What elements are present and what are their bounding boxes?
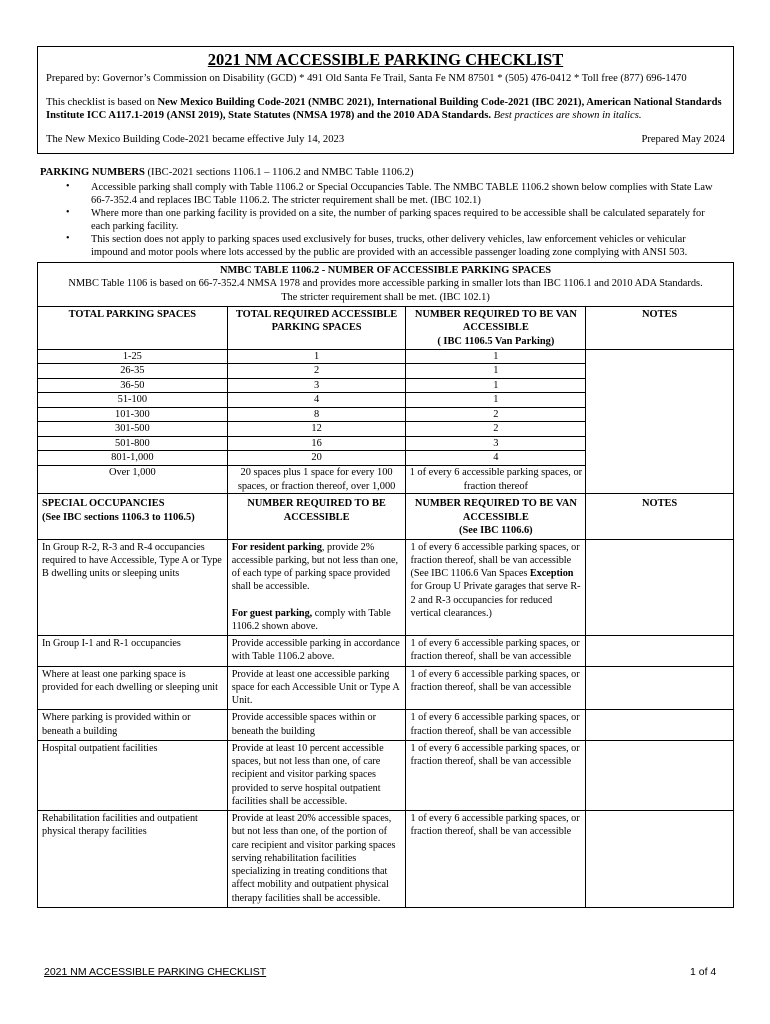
cell-van: 4 <box>406 451 586 466</box>
header-van-sub: ( IBC 1106.5 Van Parking) <box>437 335 555 347</box>
cell-van: 1 of every 6 accessible parking spaces, or fraction thereof, shall be van accessible <box>406 811 586 908</box>
parking-numbers-heading-rest: (IBC-2021 sections 1106.1 – 1106.2 and NMBC Table 1106.2) <box>144 167 414 178</box>
header-occupancy-label: SPECIAL OCCUPANCIES <box>42 498 165 509</box>
header-box <box>37 46 734 154</box>
basis-statement <box>46 96 725 123</box>
cell-van: 1 of every 6 accessible parking spaces, or fraction thereof <box>406 466 586 494</box>
resident-parking-label: For resident parking <box>231 541 322 553</box>
basis-codes: New Mexico Building Code-2021 (NMBC 2021), International Building Code-2021 (IBC 2021), American National Standards Institute ICC A117.1-2019 (ANSI 2019), State Statutes (NMSA 1978) and the 2010 ADA Standards. <box>46 96 722 122</box>
header-special-occupancies <box>38 494 228 540</box>
guest-parking-text <box>232 607 402 634</box>
cell-notes <box>586 740 734 810</box>
header-occupancy-sub: (See IBC sections 1106.3 to 1106.5) <box>42 511 195 523</box>
header-van-accessible <box>406 306 586 349</box>
cell-van: 1 <box>406 393 586 408</box>
bullet-icon: • <box>66 180 70 192</box>
resident-parking-rule: , provide 2% accessible parking, but not less than one, of each type of parking space provided shall be accessible. <box>231 541 399 593</box>
cell-required: 8 <box>227 407 406 422</box>
van-exception-intro: (See IBC 1106.6 Van Spaces <box>410 568 530 580</box>
cell-total: 26-35 <box>38 364 228 379</box>
parking-numbers-heading-bold: PARKING NUMBERS <box>40 167 145 178</box>
cell-required: 4 <box>227 393 406 408</box>
effective-row <box>46 133 725 147</box>
cell-required: 20 spaces plus 1 space for every 100 spaces, or fraction thereof, over 1,000 <box>227 466 406 494</box>
cell-required: 1 <box>227 349 406 364</box>
special-occupancies-table <box>37 493 734 908</box>
table-row <box>38 740 734 810</box>
nmbc-table-1106-2 <box>37 262 734 494</box>
header-required-accessible: NUMBER REQUIRED TO BE ACCESSIBLE <box>227 494 406 540</box>
cell-occupancy: Hospital outpatient facilities <box>38 740 228 810</box>
cell-notes <box>586 811 734 908</box>
van-rule: 1 of every 6 accessible parking spaces, or fraction thereof, shall be van accessible <box>410 541 580 566</box>
cell-van: 2 <box>406 422 586 437</box>
cell-total: 801-1,000 <box>38 451 228 466</box>
prepared-date: Prepared May 2024 <box>641 133 725 145</box>
cell-accessible: Provide at least 10 percent accessible spaces, but not less than one, of care recipient and visitor parking spaces provided to serve hospital outpatient facilities shall be accessible. <box>227 740 406 810</box>
cell-total: Over 1,000 <box>38 466 228 494</box>
table-row <box>38 710 734 741</box>
cell-occupancy: Where at least one parking space is provided for each dwelling or sleeping unit <box>38 666 228 710</box>
list-item <box>40 233 720 259</box>
header-total-spaces: TOTAL PARKING SPACES <box>38 306 228 349</box>
spacer <box>232 594 402 607</box>
guest-parking-rule: comply with Table 1106.2 shown above. <box>231 607 391 632</box>
cell-notes <box>586 539 734 636</box>
cell-accessible: Provide at least one accessible parking space for each Accessible Unit or Type A Unit. <box>227 666 406 710</box>
cell-required: 2 <box>227 364 406 379</box>
parking-numbers-section <box>40 166 720 259</box>
cell-required: 3 <box>227 378 406 393</box>
van-exception-label: Exception <box>529 568 574 580</box>
cell-van: 1 of every 6 accessible parking spaces, or fraction thereof, shall be van accessible <box>406 666 586 710</box>
cell-total: 501-800 <box>38 436 228 451</box>
cell-occupancy: In Group R-2, R-3 and R-4 occupancies required to have Accessible, Type A or Type B dwelling units or sleeping units <box>38 539 228 636</box>
cell-required: 12 <box>227 422 406 437</box>
table-row <box>38 666 734 710</box>
cell-accessible: Provide accessible parking in accordance with Table 1106.2 above. <box>227 636 406 667</box>
cell-van: 3 <box>406 436 586 451</box>
bullet-text: Where more than one parking facility is provided on a site, the number of parking spaces required to be accessible shall be calculated separately for each parking facility. <box>91 207 705 232</box>
cell-van: 1 of every 6 accessible parking spaces, or fraction thereof, shall be van accessible <box>406 740 586 810</box>
cell-van: 1 of every 6 accessible parking spaces, or fraction thereof, shall be van accessible <box>406 710 586 741</box>
header-van-label: NUMBER REQUIRED TO BE VAN ACCESSIBLE <box>414 308 577 334</box>
table-row <box>38 811 734 908</box>
bullet-text: Accessible parking shall comply with Table 1106.2 or Special Occupancies Table. The NMBC TABLE 1106.2 shown below complies with State Law 66-7-352.4 and replaces IBC Table 1106.2. The stricter requirement shall be met. (IBC 102.1) <box>91 181 713 206</box>
header-required-accessible: TOTAL REQUIRED ACCESSIBLE PARKING SPACES <box>227 306 406 349</box>
document-title: 2021 NM ACCESSIBLE PARKING CHECKLIST <box>207 50 564 69</box>
cell-total: 36-50 <box>38 378 228 393</box>
cell-occupancy: Where parking is provided within or beneath a building <box>38 710 228 741</box>
table-note-2: The stricter requirement shall be met. (IBC 102.1) <box>281 291 490 303</box>
basis-best-practices: Best practices are shown in italics. <box>490 110 642 122</box>
header-notes: NOTES <box>586 306 734 349</box>
cell-notes <box>586 710 734 741</box>
cell-occupancy: In Group I-1 and R-1 occupancies <box>38 636 228 667</box>
basis-intro: This checklist is based on <box>46 96 158 108</box>
cell-total: 101-300 <box>38 407 228 422</box>
table-banner <box>38 263 734 307</box>
cell-van: 1 <box>406 349 586 364</box>
cell-van: 1 of every 6 accessible parking spaces, or fraction thereof, shall be van accessible <box>406 636 586 667</box>
bullet-icon: • <box>66 206 70 218</box>
cell-required: 20 <box>227 451 406 466</box>
guest-parking-label: For guest parking, <box>231 607 313 619</box>
table-title: NMBC TABLE 1106.2 - NUMBER OF ACCESSIBLE PARKING SPACES <box>219 265 552 276</box>
table-row <box>38 349 734 364</box>
cell-notes <box>586 349 734 493</box>
header-van-sub: (See IBC 1106.6) <box>459 525 533 537</box>
cell-van: 1 <box>406 378 586 393</box>
prepared-by: Prepared by: Governor’s Commission on Disability (GCD) * 491 Old Santa Fe Trail, Santa Fe NM 87501 * (505) 476-0412 * Toll free (877) 696-1470 <box>46 72 687 84</box>
cell-required: 16 <box>227 436 406 451</box>
resident-parking-text <box>232 541 402 594</box>
cell-total: 1-25 <box>38 349 228 364</box>
table-banner-row <box>38 263 734 307</box>
cell-accessible: Provide at least 20% accessible spaces, but not less than one, of the portion of care recipient and visitor parking spaces serving rehabilitation facilities specializing in treating conditions that affect mobility and outpatient physical therapy facilities shall be accessible. <box>227 811 406 908</box>
cell-occupancy: Rehabilitation facilities and outpatient physical therapy facilities <box>38 811 228 908</box>
page-number: 1 of 4 <box>690 966 717 978</box>
parking-numbers-heading <box>40 166 720 180</box>
footer-title: 2021 NM ACCESSIBLE PARKING CHECKLIST <box>44 966 267 978</box>
table-header-row <box>38 306 734 349</box>
cell-notes <box>586 636 734 667</box>
cell-notes <box>586 666 734 710</box>
table-row <box>38 539 734 636</box>
list-item <box>40 207 720 233</box>
van-exception-text <box>410 567 581 620</box>
cell-van: 2 <box>406 407 586 422</box>
header-van-accessible <box>406 494 586 540</box>
cell-total: 51-100 <box>38 393 228 408</box>
bullet-icon: • <box>66 232 70 244</box>
effective-date: The New Mexico Building Code-2021 became effective July 14, 2023 <box>46 133 345 145</box>
bullet-text: This section does not apply to parking spaces used exclusively for buses, trucks, other delivery vehicles, law enforcement vehicles or vehicular impound and motor pools where lots accessed by the public are provided with an accessible passenger loading zone complying with ANSI 503. <box>91 233 688 258</box>
table-row <box>38 636 734 667</box>
cell-van: 1 <box>406 364 586 379</box>
header-notes: NOTES <box>586 494 734 540</box>
table-note-1: NMBC Table 1106 is based on 66-7-352.4 NMSA 1978 and provides more accessible parking in smaller lots than IBC 1106.1 and 2010 ADA Standards. <box>68 278 703 290</box>
table-header-row <box>38 494 734 540</box>
van-exception-rule: for Group U Private garages that serve R-2 and R-3 occupancies for reduced vertical clearances.) <box>410 581 581 619</box>
cell-total: 301-500 <box>38 422 228 437</box>
parking-numbers-list <box>40 181 720 259</box>
cell-van <box>406 539 586 636</box>
list-item <box>40 181 720 207</box>
header-van-label: NUMBER REQUIRED TO BE VAN ACCESSIBLE <box>414 498 577 523</box>
cell-accessible <box>227 539 406 636</box>
cell-accessible: Provide accessible spaces within or beneath the building <box>227 710 406 741</box>
